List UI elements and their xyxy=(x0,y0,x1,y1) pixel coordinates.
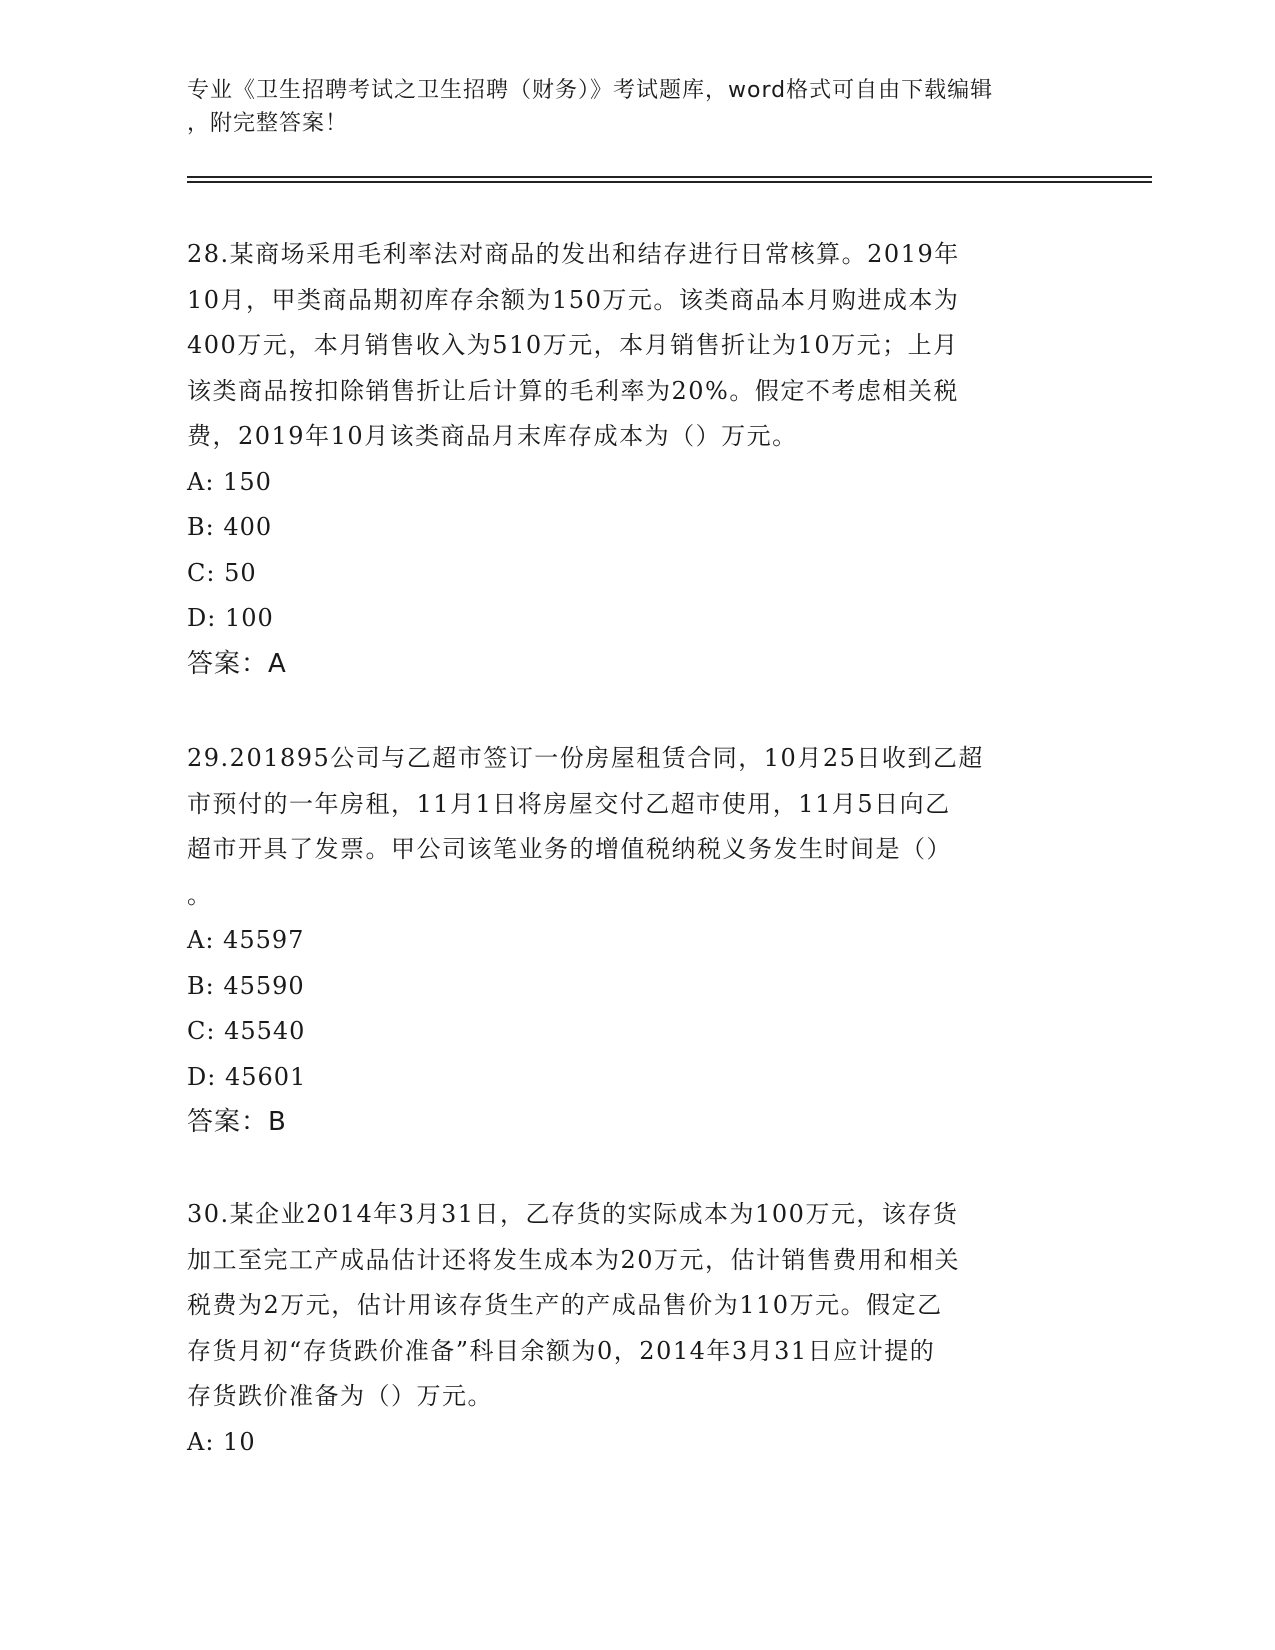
question-text-line: 10月，甲类商品期初库存余额为150万元。该类商品本月购进成本为 xyxy=(187,285,960,314)
question-text-line: 费，2019年10月该类商品月末库存成本为（）万元。 xyxy=(187,422,798,450)
question-text-line: 该类商品按扣除销售折让后计算的毛利率为20%。假定不考虑相关税 xyxy=(187,376,959,405)
question-text-line: 400万元，本月销售收入为510万元，本月销售折让为10万元；上月 xyxy=(187,331,959,359)
question-text-line: 29.201895公司与乙超市签订一份房屋租赁合同，10月25日收到乙超 xyxy=(187,744,984,772)
header-line-2: ，附完整答案！ xyxy=(187,111,349,136)
question-text-line: 。 xyxy=(187,880,213,909)
option-a: A: 150 xyxy=(187,467,272,496)
question-28 xyxy=(187,232,1077,687)
question-text-line: 加工至完工产成品估计还将发生成本为20万元，估计销售费用和相关 xyxy=(187,1245,961,1274)
question-30 xyxy=(187,1192,1077,1465)
question-text-line: 存货跌价准备为（）万元。 xyxy=(187,1382,493,1410)
question-text-line: 存货月初“存货跌价准备”科目余额为0，2014年3月31日应计提的 xyxy=(187,1336,936,1365)
document-header xyxy=(187,74,1067,140)
option-d: D: 100 xyxy=(187,604,274,632)
question-text-line: 28.某商场采用毛利率法对商品的发出和结存进行日常核算。2019年 xyxy=(187,240,960,268)
option-c: C: 45540 xyxy=(187,1017,306,1045)
header-divider-bottom xyxy=(187,181,1152,183)
option-a: A: 45597 xyxy=(187,926,305,954)
question-text-line: 市预付的一年房租，11月1日将房屋交付乙超市使用，11月5日向乙 xyxy=(187,789,951,818)
question-text-line: 超市开具了发票。甲公司该笔业务的增值税纳税义务发生时间是（） xyxy=(187,835,952,863)
header-line-1: 专业《卫生招聘考试之卫生招聘（财务）》考试题库，word格式可自由下载编辑 xyxy=(187,78,994,103)
option-c: C: 50 xyxy=(187,558,257,587)
question-29 xyxy=(187,736,1077,1146)
answer: 答案：A xyxy=(187,648,287,679)
question-text-line: 30.某企业2014年3月31日，乙存货的实际成本为100万元，该存货 xyxy=(187,1200,959,1228)
header-divider-top xyxy=(187,176,1152,178)
option-a: A: 10 xyxy=(187,1427,256,1456)
option-d: D: 45601 xyxy=(187,1062,307,1091)
option-b: B: 400 xyxy=(187,513,273,541)
question-text-line: 税费为2万元，估计用该存货生产的产成品售价为110万元。假定乙 xyxy=(187,1291,943,1319)
option-b: B: 45590 xyxy=(187,971,305,1000)
answer: 答案：B xyxy=(187,1107,287,1137)
